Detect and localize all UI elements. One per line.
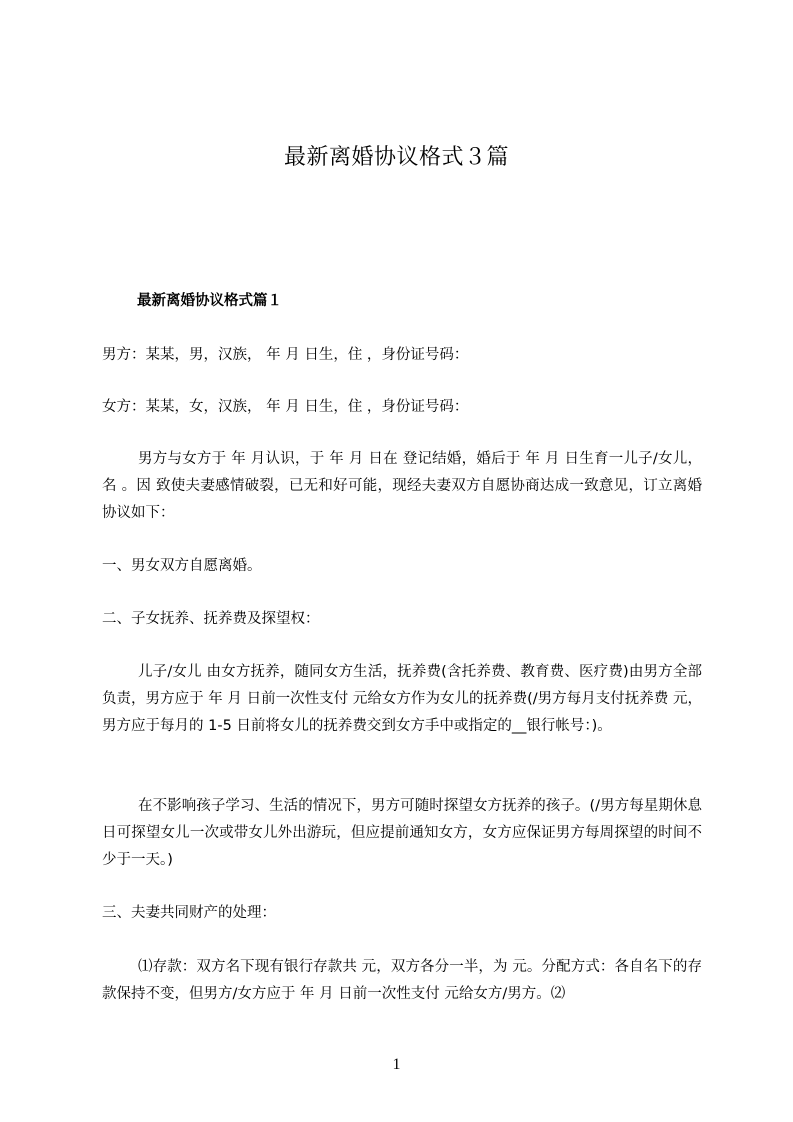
paragraph-clause-two-heading: 二、子女抚养、抚养费及探望权： [102,611,320,627]
paragraph-child-custody: 儿子/女儿 由女方抚养，随同女方生活，抚养费(含托养费、教育费、医疗费)由男方全部负责，男方应于 年 月 日前一次性支付 元给女方作为女儿的抚养费(/男方每月支付抚养费 元，男方应于每月的 1-5 日前将女儿的抚养费交到女方手中或指定的__银行帐号：)。 [102,664,702,734]
paragraph-male-party: 男方：某某，男，汉族， 年 月 日生，住 ，身份证号码： [102,347,469,363]
paragraph-female-party: 女方：某某，女，汉族， 年 月 日生，住 ，身份证号码： [102,399,469,415]
page-number: 1 [392,1056,401,1073]
section-heading: 最新离婚协议格式篇１ [137,293,282,309]
paragraph-marriage-background: 男方与女方于 年 月认识，于 年 月 日在 登记结婚，婚后于 年 月 日生育一儿子/女儿，名 。因 致使夫妻感情破裂，已无和好可能，现经夫妻双方自愿协商达成一致意见，订立离婚协议如下： [102,451,702,521]
paragraph-clause-one: 一、男女双方自愿离婚。 [102,558,262,574]
paragraph-savings: ⑴存款：双方名下现有银行存款共 元，双方各分一半，为 元。分配方式：各自名下的存款保持不变，但男方/女方应于 年 月 日前一次性支付 元给女方/男方。⑵ [102,959,702,1002]
document-title: 最新离婚协议格式３篇 [283,145,509,170]
paragraph-visitation: 在不影响孩子学习、生活的情况下，男方可随时探望女方抚养的孩子。(/男方每星期休息日可探望女儿一次或带女儿外出游玩，但应提前通知女方，女方应保证男方每周探望的时间不少于一天。) [102,798,702,868]
paragraph-clause-three-heading: 三、夫妻共同财产的处理： [102,905,276,921]
